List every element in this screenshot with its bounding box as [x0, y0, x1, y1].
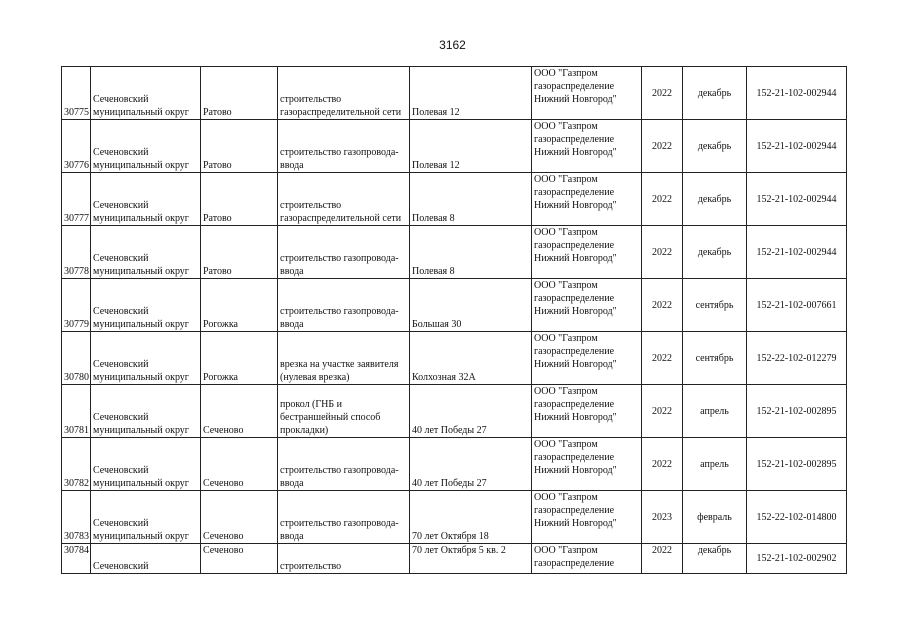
year-cell [642, 332, 683, 385]
year-cell [642, 226, 683, 279]
work-type-line: ввода [280, 266, 304, 277]
work-type-line: газораспределительной сети [280, 213, 402, 224]
organization-line: ООО "Газпром [534, 333, 598, 344]
row-number: 30776 [64, 160, 89, 171]
district-cell [91, 438, 201, 491]
work-type-line: строительство газопровода- [280, 518, 399, 529]
code-cell [747, 279, 847, 332]
organization-line: ООО "Газпром [534, 439, 598, 450]
address: 70 лет Октября 5 кв. 2 [412, 545, 506, 556]
district-line: Сеченовский [93, 200, 149, 211]
address-cell [410, 226, 532, 279]
organization-line: Нижний Новгород" [534, 253, 617, 264]
row-number-cell [62, 226, 91, 279]
locality-cell [201, 279, 278, 332]
locality: Сеченово [203, 425, 244, 436]
month: декабрь [697, 545, 732, 556]
table-row [62, 226, 847, 279]
locality-cell [201, 491, 278, 544]
address-cell [410, 120, 532, 173]
district-cell [91, 226, 201, 279]
district-line: Сеченовский [93, 412, 149, 423]
organization-line: Нижний Новгород" [534, 200, 617, 211]
locality-cell [201, 120, 278, 173]
month: декабрь [697, 87, 732, 99]
district-line: Сеченовский [93, 561, 149, 572]
locality: Рогожка [203, 372, 238, 383]
organization-line: Нижний Новгород" [534, 359, 617, 370]
district-cell [91, 120, 201, 173]
month: сентябрь [695, 299, 734, 311]
registry-code: 152-21-102-002944 [756, 246, 837, 258]
work-type-line: (нулевая врезка) [280, 372, 350, 383]
district-line: Сеченовский [93, 253, 149, 264]
table-row [62, 491, 847, 544]
organization-cell [532, 226, 642, 279]
address-cell [410, 385, 532, 438]
work-type-line: строительство [280, 561, 342, 572]
row-number-cell [62, 279, 91, 332]
work-type-line: ввода [280, 478, 304, 489]
table-row [62, 120, 847, 173]
work-type-line: строительство газопровода- [280, 306, 399, 317]
locality-cell [201, 544, 278, 574]
district-line: муниципальный округ [93, 266, 189, 277]
year: 2022 [652, 193, 672, 205]
row-number-cell [62, 173, 91, 226]
month: декабрь [697, 246, 732, 258]
locality-cell [201, 173, 278, 226]
address: Полевая 12 [412, 160, 460, 171]
year: 2022 [652, 352, 672, 364]
year: 2022 [652, 545, 672, 556]
registry-code: 152-21-102-007661 [756, 299, 837, 311]
address-cell [410, 438, 532, 491]
year: 2022 [652, 87, 672, 99]
organization-line: газораспределение [534, 134, 615, 145]
address: Полевая 8 [412, 266, 455, 277]
locality: Рогожка [203, 319, 238, 330]
address-cell [410, 491, 532, 544]
month: декабрь [697, 140, 732, 152]
registry-code: 152-21-102-002944 [756, 193, 837, 205]
month-cell [683, 67, 747, 120]
organization-line: газораспределение [534, 81, 615, 92]
year: 2022 [652, 246, 672, 258]
address: 40 лет Победы 27 [412, 478, 487, 489]
locality-cell [201, 226, 278, 279]
address: Большая 30 [412, 319, 462, 330]
month: февраль [697, 511, 732, 523]
district-line: муниципальный округ [93, 107, 189, 118]
table-row [62, 332, 847, 385]
work-type-cell [278, 491, 410, 544]
organization-cell [532, 332, 642, 385]
work-type-cell [278, 67, 410, 120]
registry-code: 152-21-102-002944 [756, 87, 837, 99]
district-line: Сеченовский [93, 465, 149, 476]
month-cell [683, 173, 747, 226]
address-cell [410, 67, 532, 120]
row-number: 30778 [64, 266, 89, 277]
work-type-cell [278, 173, 410, 226]
organization-cell [532, 385, 642, 438]
work-type-line: бестраншейный способ [280, 412, 381, 423]
organization-line: газораспределение [534, 240, 615, 251]
organization-line: Нижний Новгород" [534, 94, 617, 105]
code-cell [747, 544, 847, 574]
month: декабрь [697, 193, 732, 205]
row-number: 30775 [64, 107, 89, 118]
table-row [62, 67, 847, 120]
organization-cell [532, 491, 642, 544]
organization-cell [532, 544, 642, 574]
row-number-cell [62, 544, 91, 574]
row-number-cell [62, 67, 91, 120]
month-cell [683, 438, 747, 491]
row-number-cell [62, 385, 91, 438]
district-line: муниципальный округ [93, 425, 189, 436]
work-type-line: ввода [280, 160, 304, 171]
locality: Ратово [203, 160, 232, 171]
district-cell [91, 491, 201, 544]
year-cell [642, 491, 683, 544]
locality: Сеченово [203, 531, 244, 542]
registry-code: 152-21-102-002944 [756, 140, 837, 152]
month-cell [683, 332, 747, 385]
year: 2022 [652, 299, 672, 311]
table-row [62, 385, 847, 438]
work-type-cell [278, 279, 410, 332]
address-cell [410, 332, 532, 385]
work-type-line: врезка на участке заявителя [280, 359, 399, 370]
row-number: 30779 [64, 319, 89, 330]
code-cell [747, 332, 847, 385]
month-cell [683, 544, 747, 574]
work-type-line: прокладки) [280, 425, 329, 436]
code-cell [747, 173, 847, 226]
row-number-cell [62, 438, 91, 491]
registry-code: 152-21-102-002902 [756, 553, 837, 564]
row-number-cell [62, 491, 91, 544]
code-cell [747, 438, 847, 491]
organization-line: газораспределение [534, 293, 615, 304]
district-cell [91, 385, 201, 438]
month: апрель [700, 458, 729, 470]
month-cell [683, 279, 747, 332]
organization-line: газораспределение [534, 399, 615, 410]
work-type-cell [278, 332, 410, 385]
month: сентябрь [695, 352, 734, 364]
work-type-line: строительство газопровода- [280, 465, 399, 476]
year-cell [642, 544, 683, 574]
organization-line: ООО "Газпром [534, 492, 598, 503]
address-cell [410, 173, 532, 226]
year-cell [642, 120, 683, 173]
organization-line: ООО "Газпром [534, 227, 598, 238]
organization-line: газораспределение [534, 558, 615, 569]
month: апрель [700, 405, 729, 417]
registry-code: 152-21-102-002895 [756, 458, 837, 470]
address: 70 лет Октября 18 [412, 531, 489, 542]
locality: Сеченово [203, 478, 244, 489]
district-line: муниципальный округ [93, 531, 189, 542]
address-cell [410, 544, 532, 574]
district-line: муниципальный округ [93, 372, 189, 383]
year: 2022 [652, 458, 672, 470]
district-line: муниципальный округ [93, 319, 189, 330]
code-cell [747, 385, 847, 438]
year: 2022 [652, 405, 672, 417]
organization-line: газораспределение [534, 505, 615, 516]
organization-line: газораспределение [534, 346, 615, 357]
row-number-cell [62, 332, 91, 385]
table-row [62, 544, 847, 574]
district-line: Сеченовский [93, 518, 149, 529]
organization-line: ООО "Газпром [534, 174, 598, 185]
organization-line: ООО "Газпром [534, 386, 598, 397]
district-cell [91, 332, 201, 385]
organization-line: Нижний Новгород" [534, 412, 617, 423]
district-cell [91, 279, 201, 332]
district-line: муниципальный округ [93, 478, 189, 489]
organization-line: газораспределение [534, 187, 615, 198]
month-cell [683, 385, 747, 438]
organization-line: ООО "Газпром [534, 545, 598, 556]
organization-line: Нижний Новгород" [534, 306, 617, 317]
registry-code: 152-21-102-002895 [756, 405, 837, 417]
locality: Сеченово [203, 545, 244, 556]
year-cell [642, 438, 683, 491]
locality-cell [201, 385, 278, 438]
address: Колхозная 32А [412, 372, 476, 383]
work-type-line: строительство газопровода- [280, 253, 399, 264]
address: 40 лет Победы 27 [412, 425, 487, 436]
district-cell [91, 67, 201, 120]
district-line: муниципальный округ [93, 213, 189, 224]
month-cell [683, 226, 747, 279]
year-cell [642, 385, 683, 438]
work-type-line: прокол (ГНБ и [280, 399, 342, 410]
locality-cell [201, 332, 278, 385]
year-cell [642, 279, 683, 332]
organization-cell [532, 438, 642, 491]
work-type-cell [278, 120, 410, 173]
address-cell [410, 279, 532, 332]
district-cell [91, 544, 201, 574]
month-cell [683, 491, 747, 544]
year-cell [642, 173, 683, 226]
code-cell [747, 120, 847, 173]
code-cell [747, 67, 847, 120]
table-row [62, 438, 847, 491]
locality: Ратово [203, 213, 232, 224]
work-type-cell [278, 544, 410, 574]
row-number: 30780 [64, 372, 89, 383]
year: 2022 [652, 140, 672, 152]
organization-line: ООО "Газпром [534, 280, 598, 291]
page-number: 3162 [439, 38, 466, 52]
code-cell [747, 226, 847, 279]
work-type-line: строительство [280, 200, 342, 211]
work-type-line: ввода [280, 319, 304, 330]
organization-line: Нижний Новгород" [534, 147, 617, 158]
organization-line: Нижний Новгород" [534, 518, 617, 529]
organization-cell [532, 120, 642, 173]
registry-code: 152-22-102-014800 [756, 511, 837, 523]
locality: Ратово [203, 266, 232, 277]
row-number-cell [62, 120, 91, 173]
district-line: Сеченовский [93, 94, 149, 105]
row-number: 30784 [64, 545, 89, 556]
row-number: 30777 [64, 213, 89, 224]
district-cell [91, 173, 201, 226]
organization-cell [532, 173, 642, 226]
code-cell [747, 491, 847, 544]
organization-cell [532, 67, 642, 120]
work-type-line: строительство [280, 94, 342, 105]
work-type-cell [278, 226, 410, 279]
organization-line: ООО "Газпром [534, 68, 598, 79]
district-line: Сеченовский [93, 147, 149, 158]
registry-code: 152-22-102-012279 [756, 352, 837, 364]
locality-cell [201, 67, 278, 120]
table-row [62, 173, 847, 226]
district-line: муниципальный округ [93, 160, 189, 171]
address: Полевая 12 [412, 107, 460, 118]
row-number: 30781 [64, 425, 89, 436]
organization-cell [532, 279, 642, 332]
month-cell [683, 120, 747, 173]
row-number: 30783 [64, 531, 89, 542]
work-type-line: газораспределительной сети [280, 107, 402, 118]
locality-cell [201, 438, 278, 491]
district-line: Сеченовский [93, 359, 149, 370]
work-type-cell [278, 385, 410, 438]
table-row [62, 279, 847, 332]
organization-line: ООО "Газпром [534, 121, 598, 132]
locality: Ратово [203, 107, 232, 118]
work-type-line: строительство газопровода- [280, 147, 399, 158]
work-type-cell [278, 438, 410, 491]
year-cell [642, 67, 683, 120]
work-type-line: ввода [280, 531, 304, 542]
address: Полевая 8 [412, 213, 455, 224]
organization-line: Нижний Новгород" [534, 465, 617, 476]
organization-line: газораспределение [534, 452, 615, 463]
row-number: 30782 [64, 478, 89, 489]
data-table [61, 66, 847, 574]
year: 2023 [652, 511, 672, 523]
district-line: Сеченовский [93, 306, 149, 317]
